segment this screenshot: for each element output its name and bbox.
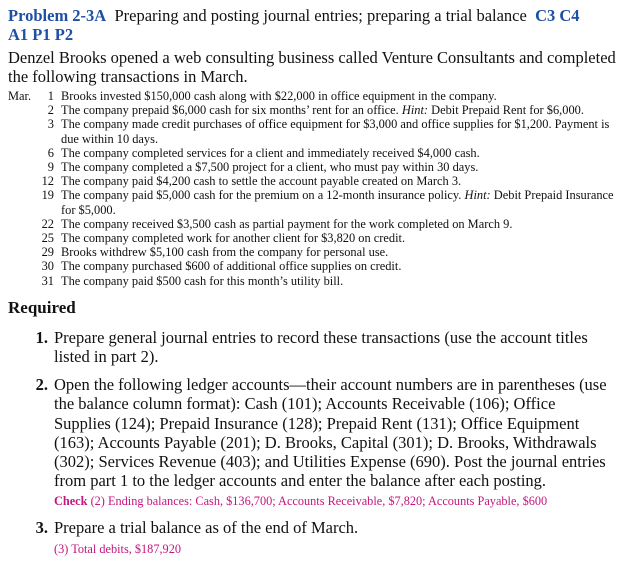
- transaction-day: 31: [41, 273, 54, 288]
- transaction-text: The company received $3,500 cash as partial payment for the work completed on March 9.: [61, 216, 513, 231]
- hint-text: Debit Prepaid Rent for $6,000.: [431, 103, 584, 118]
- transaction-day: 9: [47, 160, 54, 175]
- transaction-text: Brooks invested $150,000 cash along with $22,000 in office equipment in the company.: [61, 89, 497, 103]
- transaction-row: [8, 103, 620, 117]
- requirement-item: [8, 518, 620, 556]
- transaction-month: [8, 146, 38, 160]
- transaction-day: 29: [41, 245, 54, 260]
- hint-text: Debit Prepaid Insurance for $5,000.: [61, 188, 614, 217]
- transaction-text: The company paid $500 cash for this month’s utility bill.: [61, 273, 344, 288]
- transaction-text: The company paid $4,200 cash to settle the account payable created on March 3.: [61, 174, 462, 189]
- transaction-month: [8, 259, 38, 273]
- transaction-row: [8, 174, 620, 188]
- transaction-row: [8, 274, 620, 288]
- required-heading: Required: [8, 297, 76, 317]
- check-text: (3) Total debits, $187,920: [54, 541, 181, 556]
- transaction-day: 12: [41, 174, 54, 189]
- transaction-month: [8, 231, 38, 245]
- requirement-item: [8, 375, 620, 509]
- transaction-day: 6: [47, 145, 54, 160]
- transaction-text: The company completed work for another client for $3,820 on credit.: [61, 231, 406, 246]
- problem-title: Preparing and posting journal entries; preparing a trial balance: [114, 6, 527, 25]
- transaction-row: [8, 245, 620, 259]
- problem-number: Problem 2-3A: [8, 6, 107, 25]
- transaction-text: The company completed services for a client and immediately received $4,000 cash.: [61, 145, 480, 160]
- problem-header: [8, 6, 620, 25]
- transaction-month: [8, 103, 38, 117]
- check-text: (2) Ending balances: Cash, $136,700; Accounts Receivable, $7,820; Accounts Payable, $600: [90, 494, 548, 509]
- transaction-text: The company completed a $7,500 project for a client, who must pay within 30 days.: [61, 160, 479, 175]
- problem-codes: C3 C4: [535, 6, 580, 25]
- transaction-day: 25: [41, 231, 54, 246]
- transaction-day: 19: [41, 188, 54, 203]
- transaction-row: [8, 259, 620, 273]
- requirement-text: Prepare general journal entries to record these transactions (use the account titles listed in part 2).: [54, 327, 588, 367]
- transaction-row: [8, 146, 620, 160]
- transaction-day: 3: [47, 117, 54, 132]
- requirement-body: [54, 518, 620, 556]
- transaction-row: [8, 160, 620, 174]
- transaction-month: [8, 160, 38, 174]
- transaction-month: [8, 245, 38, 259]
- transaction-row: [8, 89, 620, 103]
- check-label: Check: [54, 494, 88, 509]
- transaction-text: The company prepaid $6,000 cash for six months’ rent for an office. Hint: Debit Prepaid Rent for $6,000.: [61, 103, 584, 118]
- requirement-text: Open the following ledger accounts—their account numbers are in parentheses (use the balance column format): Cash (101); Accounts Receivable (106); Office Supplies (124); Prepaid Insurance (128); Prepaid Rent (131); Office Equipment (163); Accounts Payable (201); D. Brooks, Capital (301); D. Brooks, Withdrawals (302); Services Revenue (403); and Utilities Expense (690). Post the journal entries from part 1 to the ledger accounts and enter the balance after each posting.: [54, 375, 607, 491]
- requirement-number: 2.: [35, 375, 48, 395]
- transaction-day: 30: [41, 259, 54, 274]
- transaction-row: [8, 188, 620, 216]
- transaction-row: [8, 217, 620, 231]
- requirement-text: Prepare a trial balance as of the end of March.: [54, 518, 359, 538]
- transaction-day: 1: [47, 89, 54, 103]
- transaction-month: [8, 188, 38, 216]
- transaction-day: 22: [41, 216, 54, 231]
- transaction-month: [8, 274, 38, 288]
- transaction-list: [8, 89, 620, 288]
- requirement-number: 1.: [35, 327, 48, 347]
- check-figures: [54, 541, 614, 557]
- transaction-text: Brooks withdrew $5,100 cash from the company for personal use.: [61, 245, 389, 260]
- learning-objectives: A1 P1 P2: [8, 25, 74, 44]
- transaction-row: [8, 117, 620, 145]
- requirement-number: 3.: [35, 518, 48, 538]
- hint-label: Hint:: [464, 188, 491, 203]
- transaction-month: [8, 117, 38, 145]
- transaction-month: [8, 217, 38, 231]
- transaction-day: 2: [47, 103, 54, 118]
- problem-page: [8, 4, 620, 566]
- transaction-row: [8, 231, 620, 245]
- transaction-text: The company paid $5,000 cash for the premium on a 12-month insurance policy. Hint: Debit Prepaid Insurance for $5,000.: [61, 188, 614, 217]
- requirement-body: [54, 328, 620, 366]
- requirement-item: [8, 328, 620, 366]
- transaction-month: [8, 174, 38, 188]
- hint-label: Hint:: [401, 103, 429, 118]
- problem-intro: Denzel Brooks opened a web consulting business called Venture Consultants and completed the following transactions in March.: [8, 48, 616, 86]
- transaction-text: The company made credit purchases of office equipment for $3,000 and office supplies for $1,200. Payment is due within 10 days.: [61, 117, 610, 146]
- requirement-list: [8, 328, 620, 557]
- requirement-body: [54, 375, 620, 509]
- transaction-month: Mar.: [8, 89, 32, 103]
- check-figures: [54, 493, 614, 509]
- transaction-text: The company purchased $600 of additional office supplies on credit.: [61, 259, 402, 274]
